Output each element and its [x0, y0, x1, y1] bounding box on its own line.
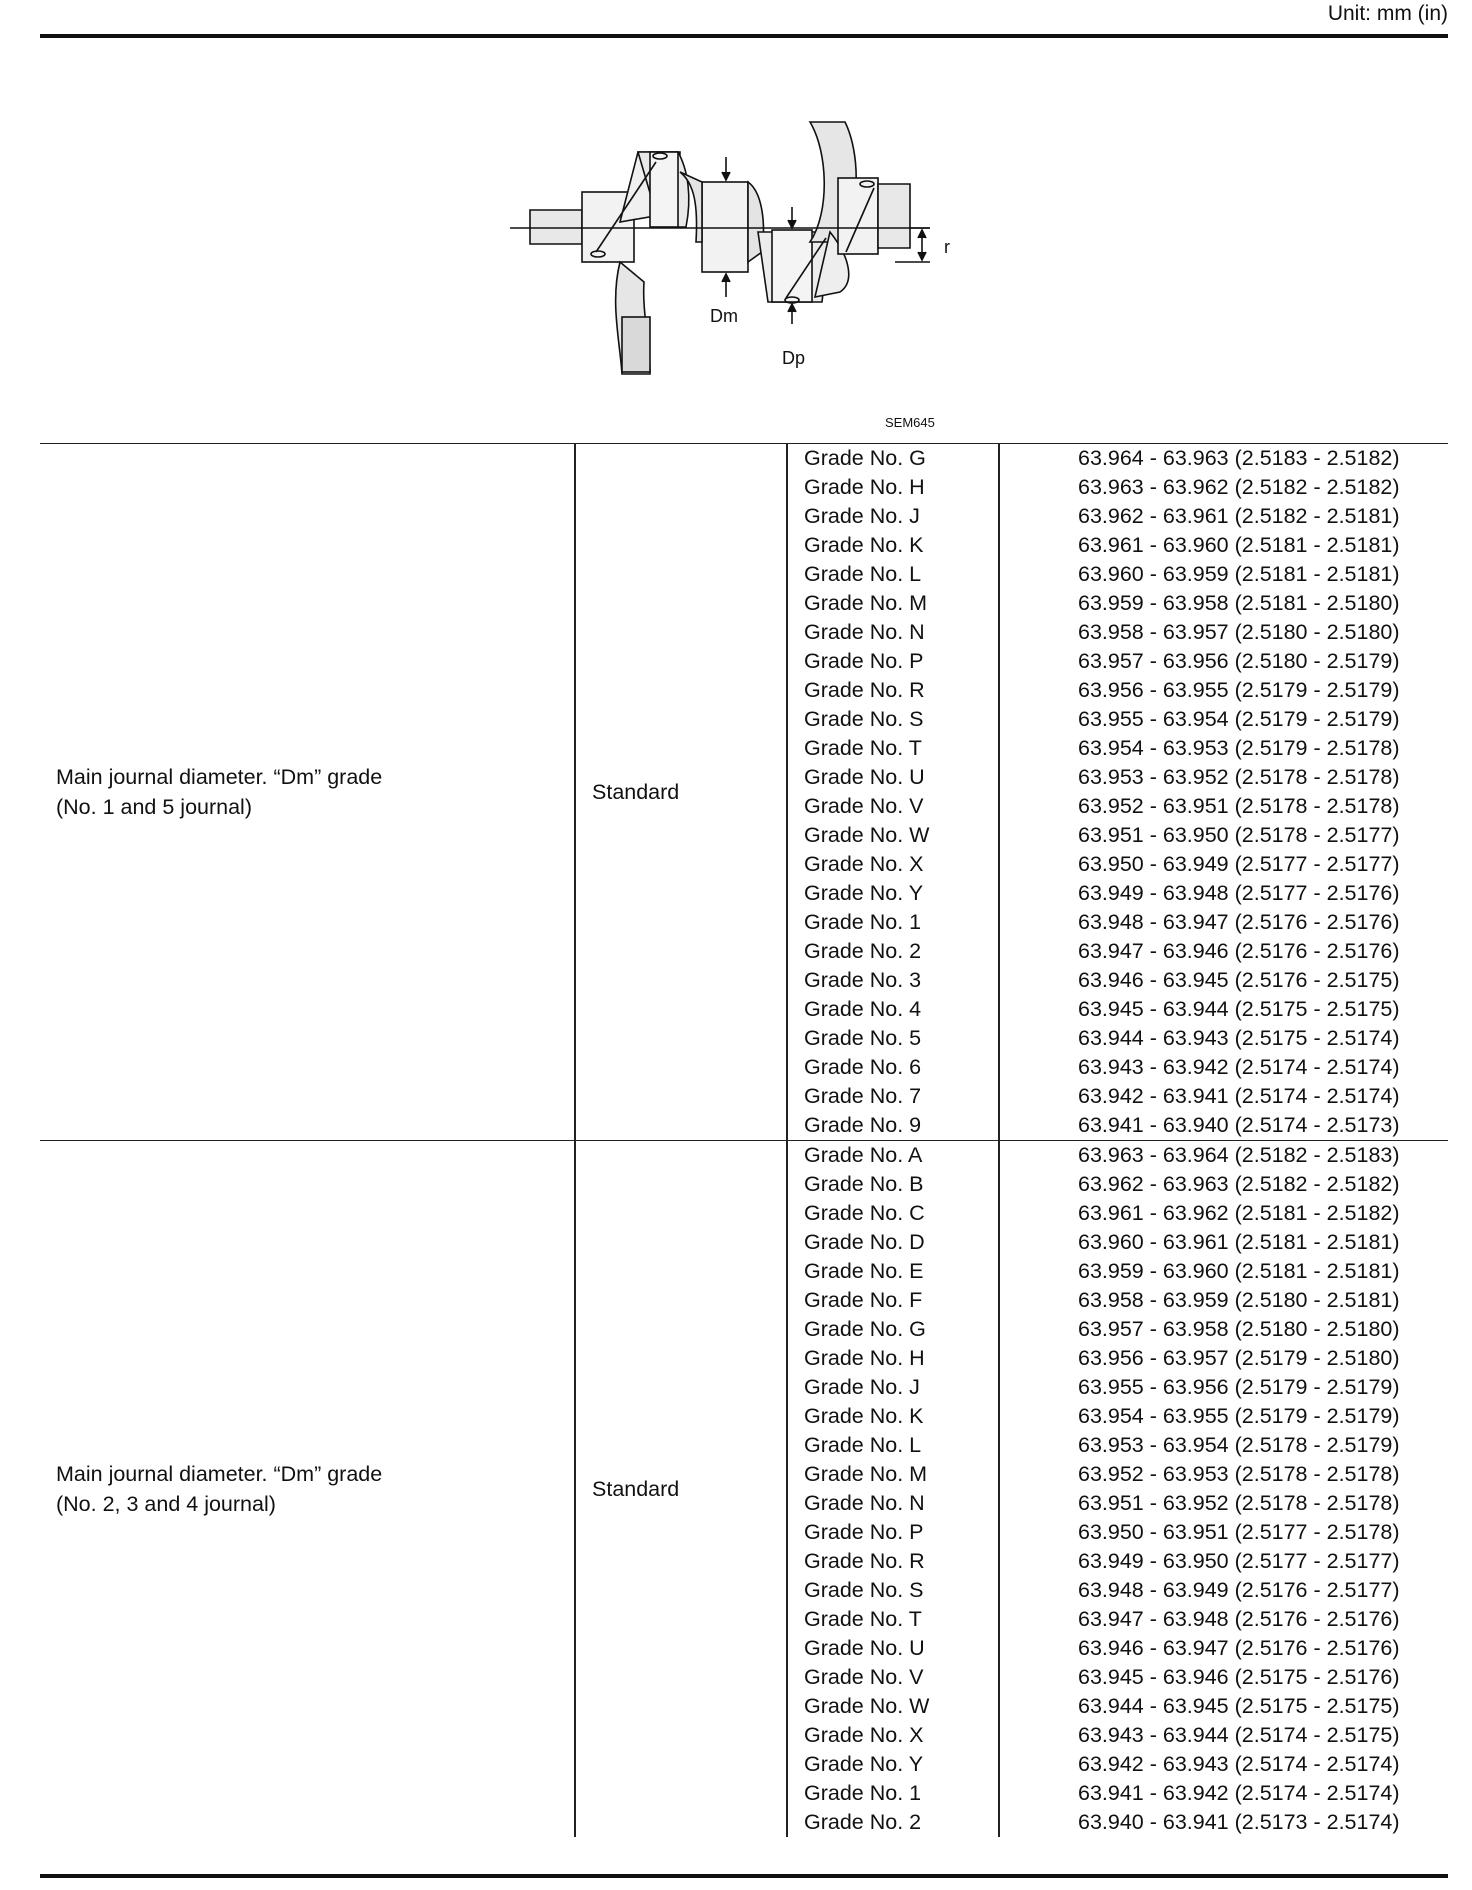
grade-value: 63.961 - 63.960 (2.5181 - 2.5181) — [1078, 533, 1400, 557]
grade-label: Grade No. M — [804, 591, 928, 615]
grade-value: 63.954 - 63.955 (2.5179 - 2.5179) — [1078, 1404, 1400, 1428]
grade-label: Grade No. G — [804, 1317, 926, 1341]
grade-label: Grade No. G — [804, 446, 926, 470]
grade-value: 63.940 - 63.941 (2.5173 - 2.5174) — [1078, 1810, 1400, 1834]
grade-value: 63.941 - 63.940 (2.5174 - 2.5173) — [1078, 1113, 1400, 1137]
grade-label: Grade No. B — [804, 1172, 924, 1196]
grade-value: 63.944 - 63.943 (2.5175 - 2.5174) — [1078, 1026, 1400, 1050]
value-list — [999, 1141, 1448, 1838]
item-line-2: (No. 2, 3 and 4 journal) — [56, 1492, 276, 1516]
grade-label: Grade No. T — [804, 1607, 922, 1631]
grade-value: 63.946 - 63.945 (2.5176 - 2.5175) — [1078, 968, 1400, 992]
grade-value: 63.943 - 63.942 (2.5174 - 2.5174) — [1078, 1055, 1400, 1079]
item-line-1: Main journal diameter. “Dm” grade — [56, 765, 383, 789]
grade-value: 63.950 - 63.951 (2.5177 - 2.5178) — [1078, 1520, 1400, 1544]
grade-label: Grade No. T — [804, 736, 922, 760]
grade-label: Grade No. W — [804, 1694, 930, 1718]
grade-value: 63.957 - 63.956 (2.5180 - 2.5179) — [1078, 649, 1400, 673]
figure-id: SEM645 — [885, 415, 935, 430]
unit-label: Unit: mm (in) — [1327, 2, 1448, 25]
grade-label: Grade No. F — [804, 1288, 923, 1312]
grade-label: Grade No. M — [804, 1462, 928, 1486]
table-row-journal-2-3-4 — [40, 1141, 1448, 1838]
grade-label: Grade No. X — [804, 852, 924, 876]
grade-label: Grade No. R — [804, 678, 925, 702]
grade-label: Grade No. K — [804, 533, 924, 557]
item-cell — [40, 444, 575, 1141]
condition-cell: Standard — [575, 1141, 787, 1838]
grade-value: 63.949 - 63.948 (2.5177 - 2.5176) — [1078, 881, 1400, 905]
grade-value: 63.954 - 63.953 (2.5179 - 2.5178) — [1078, 736, 1400, 760]
grade-label: Grade No. P — [804, 1520, 924, 1544]
grade-value: 63.951 - 63.952 (2.5178 - 2.5178) — [1078, 1491, 1400, 1515]
grade-label: Grade No. V — [804, 794, 924, 818]
grade-value: 63.964 - 63.963 (2.5183 - 2.5182) — [1078, 446, 1400, 470]
grade-value: 63.947 - 63.948 (2.5176 - 2.5176) — [1078, 1607, 1400, 1631]
grade-value: 63.963 - 63.964 (2.5182 - 2.5183) — [1078, 1143, 1400, 1167]
grade-label: Grade No. 7 — [804, 1084, 922, 1108]
grade-label: Grade No. S — [804, 1578, 924, 1602]
grade-value: 63.945 - 63.946 (2.5175 - 2.5176) — [1078, 1665, 1400, 1689]
grade-value: 63.944 - 63.945 (2.5175 - 2.5175) — [1078, 1694, 1400, 1718]
grade-value: 63.960 - 63.959 (2.5181 - 2.5181) — [1078, 562, 1400, 586]
item-line-2: (No. 1 and 5 journal) — [56, 795, 252, 819]
grade-value: 63.943 - 63.944 (2.5174 - 2.5175) — [1078, 1723, 1400, 1747]
grade-value: 63.955 - 63.956 (2.5179 - 2.5179) — [1078, 1375, 1400, 1399]
grade-value: 63.948 - 63.949 (2.5176 - 2.5177) — [1078, 1578, 1400, 1602]
grade-value: 63.958 - 63.957 (2.5180 - 2.5180) — [1078, 620, 1400, 644]
r-label: r — [944, 237, 950, 257]
grade-value: 63.962 - 63.963 (2.5182 - 2.5182) — [1078, 1172, 1400, 1196]
grade-label: Grade No. 3 — [804, 968, 922, 992]
grade-value: 63.951 - 63.950 (2.5178 - 2.5177) — [1078, 823, 1400, 847]
grade-value: 63.953 - 63.954 (2.5178 - 2.5179) — [1078, 1433, 1400, 1457]
grade-label: Grade No. 1 — [804, 910, 922, 934]
grade-label: Grade No. P — [804, 649, 924, 673]
grade-value: 63.942 - 63.943 (2.5174 - 2.5174) — [1078, 1752, 1400, 1776]
grade-label: Grade No. J — [804, 504, 920, 528]
grade-value: 63.949 - 63.950 (2.5177 - 2.5177) — [1078, 1549, 1400, 1573]
grade-value: 63.947 - 63.946 (2.5176 - 2.5176) — [1078, 939, 1400, 963]
grade-value: 63.942 - 63.941 (2.5174 - 2.5174) — [1078, 1084, 1400, 1108]
grade-label: Grade No. Y — [804, 881, 924, 905]
bottom-rule — [40, 1874, 1448, 1878]
grade-value: 63.962 - 63.961 (2.5182 - 2.5181) — [1078, 504, 1400, 528]
grade-value: 63.958 - 63.959 (2.5180 - 2.5181) — [1078, 1288, 1400, 1312]
grade-label: Grade No. 6 — [804, 1055, 922, 1079]
grade-label: Grade No. U — [804, 1636, 925, 1660]
dm-label: Dm — [710, 306, 738, 326]
grade-label: Grade No. 9 — [804, 1113, 922, 1137]
grade-label: Grade No. L — [804, 1433, 922, 1457]
grade-value: 63.959 - 63.958 (2.5181 - 2.5180) — [1078, 591, 1400, 615]
grade-label: Grade No. N — [804, 1491, 925, 1515]
grade-value: 63.945 - 63.944 (2.5175 - 2.5175) — [1078, 997, 1400, 1021]
grade-label: Grade No. 2 — [804, 1810, 922, 1834]
grade-label: Grade No. 2 — [804, 939, 922, 963]
grade-value: 63.952 - 63.951 (2.5178 - 2.5178) — [1078, 794, 1400, 818]
grade-label: Grade No. H — [804, 1346, 925, 1370]
crankshaft-diagram — [510, 112, 990, 382]
grade-value: 63.950 - 63.949 (2.5177 - 2.5177) — [1078, 852, 1400, 876]
grade-value: 63.963 - 63.962 (2.5182 - 2.5182) — [1078, 475, 1400, 499]
grade-value: 63.956 - 63.957 (2.5179 - 2.5180) — [1078, 1346, 1400, 1370]
grade-value: 63.946 - 63.947 (2.5176 - 2.5176) — [1078, 1636, 1400, 1660]
dp-label: Dp — [782, 348, 806, 368]
grade-label: Grade No. U — [804, 765, 925, 789]
grade-list — [787, 444, 999, 1141]
grade-list — [787, 1141, 999, 1838]
grade-label: Grade No. R — [804, 1549, 925, 1573]
grade-value: 63.948 - 63.947 (2.5176 - 2.5176) — [1078, 910, 1400, 934]
grade-value: 63.956 - 63.955 (2.5179 - 2.5179) — [1078, 678, 1400, 702]
grade-label: Grade No. X — [804, 1723, 924, 1747]
grade-label: Grade No. 1 — [804, 1781, 922, 1805]
grade-value: 63.953 - 63.952 (2.5178 - 2.5178) — [1078, 765, 1400, 789]
grade-label: Grade No. D — [804, 1230, 925, 1254]
grade-value: 63.957 - 63.958 (2.5180 - 2.5180) — [1078, 1317, 1400, 1341]
grade-label: Grade No. V — [804, 1665, 924, 1689]
grade-value: 63.961 - 63.962 (2.5181 - 2.5182) — [1078, 1201, 1400, 1225]
grade-value: 63.959 - 63.960 (2.5181 - 2.5181) — [1078, 1259, 1400, 1283]
grade-value: 63.941 - 63.942 (2.5174 - 2.5174) — [1078, 1781, 1400, 1805]
item-line-1: Main journal diameter. “Dm” grade — [56, 1462, 383, 1486]
grade-label: Grade No. S — [804, 707, 924, 731]
grade-value: 63.955 - 63.954 (2.5179 - 2.5179) — [1078, 707, 1400, 731]
grade-value: 63.952 - 63.953 (2.5178 - 2.5178) — [1078, 1462, 1400, 1486]
grade-label: Grade No. H — [804, 475, 925, 499]
grade-label: Grade No. N — [804, 620, 925, 644]
condition-cell: Standard — [575, 444, 787, 1141]
grade-label: Grade No. Y — [804, 1752, 924, 1776]
table-row-journal-1-5 — [40, 444, 1448, 1141]
grade-label: Grade No. A — [804, 1143, 923, 1167]
grade-label: Grade No. W — [804, 823, 930, 847]
grade-label: Grade No. K — [804, 1404, 924, 1428]
grade-value: 63.960 - 63.961 (2.5181 - 2.5181) — [1078, 1230, 1400, 1254]
grade-label: Grade No. J — [804, 1375, 920, 1399]
grade-label: Grade No. L — [804, 562, 922, 586]
grade-label: Grade No. 5 — [804, 1026, 922, 1050]
value-list — [999, 444, 1448, 1141]
grade-label: Grade No. C — [804, 1201, 925, 1225]
journal-diameter-table — [40, 443, 1448, 1837]
top-rule — [40, 34, 1448, 38]
item-cell — [40, 1141, 575, 1838]
grade-label: Grade No. 4 — [804, 997, 922, 1021]
grade-label: Grade No. E — [804, 1259, 924, 1283]
